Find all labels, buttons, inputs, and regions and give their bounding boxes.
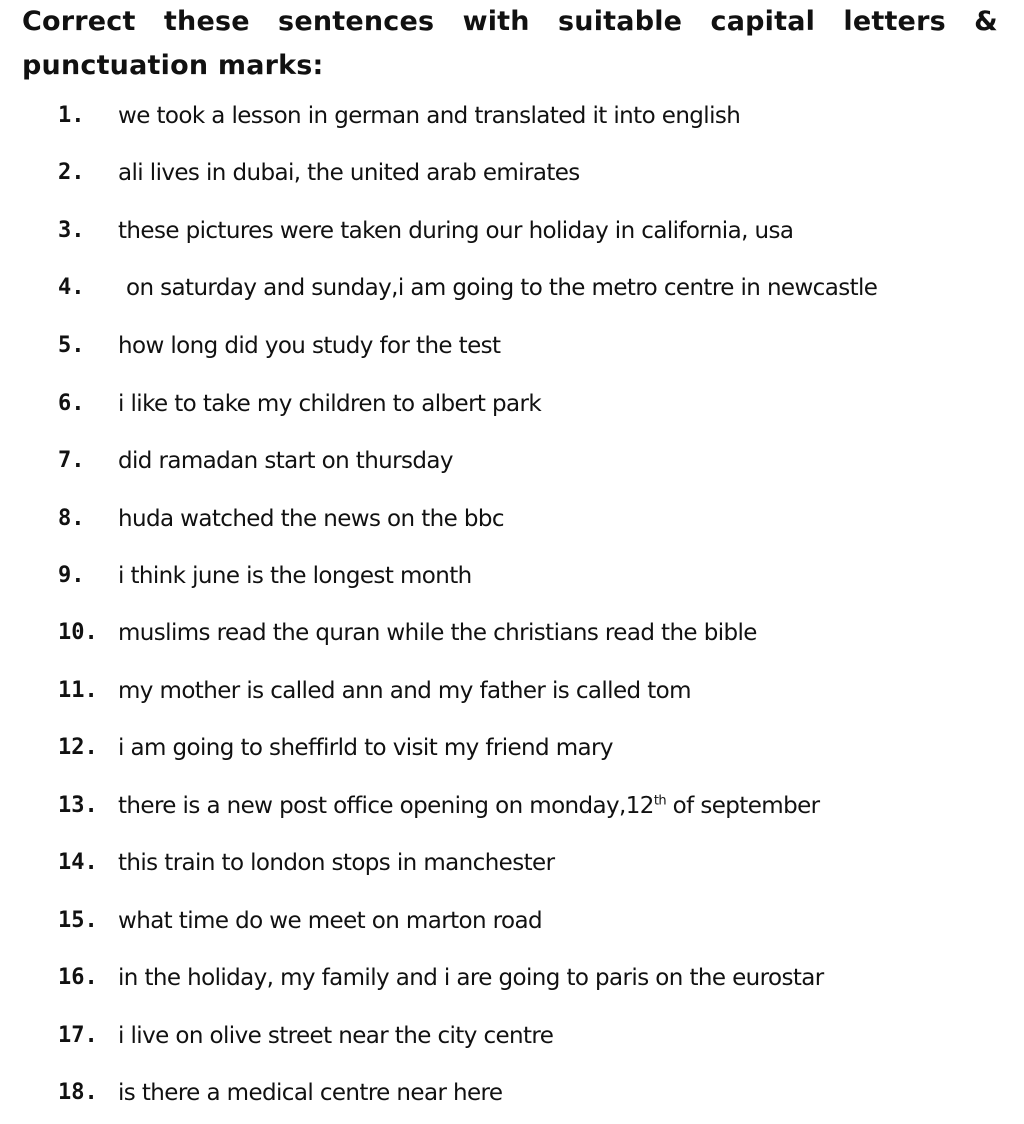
exercise-item-6 [0, 384, 1024, 424]
exercise-item-9 [0, 556, 1024, 596]
exercise-item-15 [0, 901, 1024, 941]
exercise-item-11 [0, 671, 1024, 711]
item-sentence: is there a medical centre near here [118, 1080, 503, 1106]
item-sentence: these pictures were taken during our holiday in california, usa [118, 218, 794, 244]
item-sentence-part: of september [665, 793, 820, 819]
item-sentence: in the holiday, my family and i are going to paris on the eurostar [118, 965, 824, 991]
exercise-item-18 [0, 1073, 1024, 1113]
exercise-item-17 [0, 1016, 1024, 1056]
item-number: 6. [58, 391, 85, 416]
exercise-item-4 [0, 268, 1024, 308]
exercise-item-2 [0, 153, 1024, 193]
heading-word: capital [710, 6, 816, 37]
exercise-item-12 [0, 728, 1024, 768]
item-number: 9. [58, 563, 85, 588]
item-sentence: we took a lesson in german and translated it into english [118, 103, 741, 129]
heading-word: & [974, 6, 998, 37]
exercise-item-1 [0, 96, 1024, 136]
item-number: 12. [58, 735, 98, 760]
item-sentence [118, 786, 819, 826]
exercise-item-16 [0, 958, 1024, 998]
exercise-item-8 [0, 499, 1024, 539]
heading-word: sentences [278, 6, 435, 37]
ordinal-suffix: th [653, 793, 666, 809]
item-sentence: this train to london stops in manchester [118, 850, 555, 876]
item-number: 7. [58, 448, 85, 473]
item-number: 16. [58, 965, 98, 990]
item-sentence: what time do we meet on marton road [118, 908, 542, 934]
item-sentence: i think june is the longest month [118, 563, 472, 589]
item-number: 18. [58, 1080, 98, 1105]
heading-word: with [462, 6, 530, 37]
exercise-item-7 [0, 441, 1024, 481]
heading-word: Correct [22, 6, 136, 37]
item-number: 10. [58, 620, 98, 645]
item-number: 5. [58, 333, 85, 358]
item-number: 17. [58, 1023, 98, 1048]
heading-word: these [163, 6, 250, 37]
item-number: 13. [58, 793, 98, 818]
item-sentence: how long did you study for the test [118, 333, 501, 359]
item-number: 14. [58, 850, 98, 875]
item-sentence-part: there is a new post office opening on monday,12 [118, 793, 654, 819]
heading-word: suitable [558, 6, 683, 37]
heading-word: letters [843, 6, 946, 37]
item-sentence: muslims read the quran while the christians read the bible [118, 620, 757, 646]
exercise-item-3 [0, 211, 1024, 251]
exercise-item-13 [0, 786, 1024, 826]
exercise-item-10 [0, 613, 1024, 653]
item-sentence: on saturday and sunday,i am going to the metro centre in newcastle [126, 275, 878, 301]
item-number: 11. [58, 678, 98, 703]
item-sentence: i like to take my children to albert park [118, 391, 542, 417]
item-number: 2. [58, 160, 85, 185]
item-number: 15. [58, 908, 98, 933]
item-sentence: i am going to sheffirld to visit my friend mary [118, 735, 613, 761]
item-number: 4. [58, 275, 85, 300]
heading-line-1 [22, 0, 998, 44]
item-sentence: my mother is called ann and my father is called tom [118, 678, 691, 704]
item-number: 1. [58, 103, 85, 128]
item-sentence: i live on olive street near the city centre [118, 1023, 554, 1049]
worksheet-heading [22, 0, 1002, 88]
item-number: 8. [58, 506, 85, 531]
item-number: 3. [58, 218, 85, 243]
heading-line-2: punctuation marks: [22, 50, 324, 81]
item-sentence: huda watched the news on the bbc [118, 506, 504, 532]
exercise-item-14 [0, 843, 1024, 883]
exercise-item-5 [0, 326, 1024, 366]
item-sentence: ali lives in dubai, the united arab emirates [118, 160, 580, 186]
item-sentence: did ramadan start on thursday [118, 448, 453, 474]
